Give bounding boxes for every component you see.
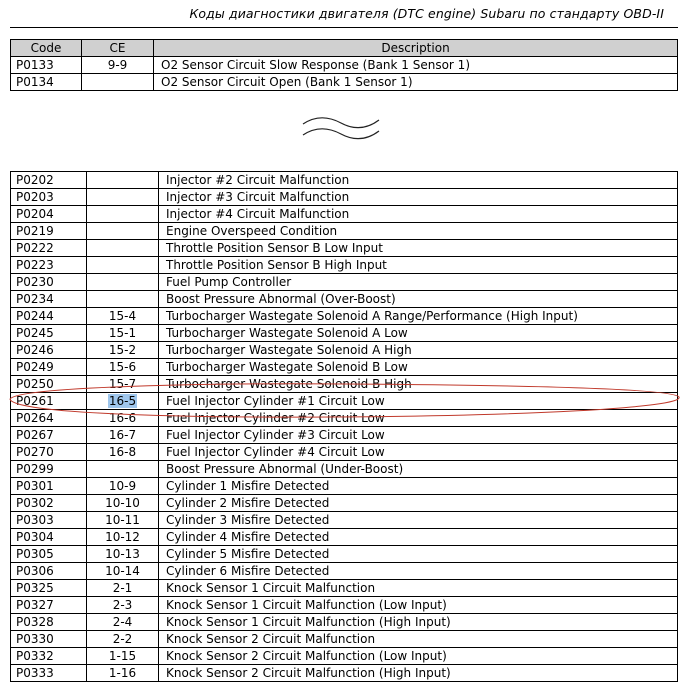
ce-cell: 1-16 — [87, 665, 159, 682]
code-cell: P0250 — [11, 376, 87, 393]
code-cell: P0244 — [11, 308, 87, 325]
code-cell: P0332 — [11, 648, 87, 665]
code-cell: P0204 — [11, 206, 87, 223]
description-cell: Boost Pressure Abnormal (Under-Boost) — [159, 461, 678, 478]
code-cell: P0134 — [11, 74, 82, 91]
code-cell: P0305 — [11, 546, 87, 563]
ce-cell: 2-4 — [87, 614, 159, 631]
table-row — [11, 240, 678, 257]
ce-cell — [87, 274, 159, 291]
table-row — [11, 189, 678, 206]
code-cell: P0234 — [11, 291, 87, 308]
code-cell: P0245 — [11, 325, 87, 342]
description-cell: Cylinder 2 Misfire Detected — [159, 495, 678, 512]
description-cell: O2 Sensor Circuit Open (Bank 1 Sensor 1) — [154, 74, 678, 91]
description-cell: Knock Sensor 1 Circuit Malfunction (High Input) — [159, 614, 678, 631]
code-cell: P0264 — [11, 410, 87, 427]
description-cell: Knock Sensor 2 Circuit Malfunction (Low Input) — [159, 648, 678, 665]
column-header-ce: CE — [82, 40, 154, 57]
description-cell: Turbocharger Wastegate Solenoid A Range/Performance (High Input) — [159, 308, 678, 325]
description-cell: Boost Pressure Abnormal (Over-Boost) — [159, 291, 678, 308]
table-row — [11, 580, 678, 597]
code-cell: P0246 — [11, 342, 87, 359]
table-row — [11, 648, 678, 665]
code-cell: P0133 — [11, 57, 82, 74]
description-cell: Fuel Injector Cylinder #4 Circuit Low — [159, 444, 678, 461]
table-row — [11, 376, 678, 393]
code-cell: P0325 — [11, 580, 87, 597]
table-row — [11, 478, 678, 495]
ce-cell: 16-8 — [87, 444, 159, 461]
description-cell: Fuel Injector Cylinder #2 Circuit Low — [159, 410, 678, 427]
code-cell: P0223 — [11, 257, 87, 274]
code-cell: P0302 — [11, 495, 87, 512]
description-cell: Knock Sensor 1 Circuit Malfunction — [159, 580, 678, 597]
code-cell: P0267 — [11, 427, 87, 444]
code-cell: P0230 — [11, 274, 87, 291]
description-cell: Fuel Injector Cylinder #3 Circuit Low — [159, 427, 678, 444]
description-cell: Fuel Pump Controller — [159, 274, 678, 291]
table-row — [11, 546, 678, 563]
table-row — [11, 274, 678, 291]
ce-cell: 16-6 — [87, 410, 159, 427]
table-row — [11, 512, 678, 529]
code-cell: P0303 — [11, 512, 87, 529]
table-row — [11, 57, 678, 74]
table-row — [11, 223, 678, 240]
description-cell: Turbocharger Wastegate Solenoid A Low — [159, 325, 678, 342]
ce-cell: 15-1 — [87, 325, 159, 342]
code-cell: P0270 — [11, 444, 87, 461]
code-cell: P0249 — [11, 359, 87, 376]
ce-cell — [87, 291, 159, 308]
document-header: Коды диагностики двигателя (DTC engine) Subaru по стандарту OBD-II — [189, 6, 664, 21]
ce-cell: 2-3 — [87, 597, 159, 614]
table-row — [11, 359, 678, 376]
ce-cell: 15-4 — [87, 308, 159, 325]
code-cell: P0333 — [11, 665, 87, 682]
ce-cell — [87, 461, 159, 478]
description-cell: Knock Sensor 1 Circuit Malfunction (Low Input) — [159, 597, 678, 614]
ce-cell: 9-9 — [82, 57, 154, 74]
code-cell: P0222 — [11, 240, 87, 257]
description-cell: Turbocharger Wastegate Solenoid B High — [159, 376, 678, 393]
ce-cell — [82, 74, 154, 91]
table-row — [11, 172, 678, 189]
break-wave-icon — [300, 114, 382, 142]
header-rule — [10, 27, 678, 28]
table-row — [11, 410, 678, 427]
ce-cell: 1-15 — [87, 648, 159, 665]
column-header-code: Code — [11, 40, 82, 57]
table-header-row — [11, 40, 678, 57]
ce-cell — [87, 223, 159, 240]
ce-cell: 10-9 — [87, 478, 159, 495]
ce-cell — [87, 206, 159, 223]
table-row — [11, 206, 678, 223]
table-row — [11, 291, 678, 308]
ce-cell — [87, 393, 159, 410]
description-cell: Injector #4 Circuit Malfunction — [159, 206, 678, 223]
table-row — [11, 461, 678, 478]
description-cell: Turbocharger Wastegate Solenoid B Low — [159, 359, 678, 376]
code-cell: P0219 — [11, 223, 87, 240]
ce-cell: 10-14 — [87, 563, 159, 580]
description-cell: Cylinder 3 Misfire Detected — [159, 512, 678, 529]
table-row — [11, 257, 678, 274]
table-row — [11, 665, 678, 682]
table-row — [11, 342, 678, 359]
code-cell: P0330 — [11, 631, 87, 648]
description-cell: Engine Overspeed Condition — [159, 223, 678, 240]
description-cell: Knock Sensor 2 Circuit Malfunction (High Input) — [159, 665, 678, 682]
ce-cell: 15-7 — [87, 376, 159, 393]
table-row — [11, 614, 678, 631]
ce-cell — [87, 240, 159, 257]
ce-cell — [87, 189, 159, 206]
description-cell: Throttle Position Sensor B High Input — [159, 257, 678, 274]
code-cell: P0328 — [11, 614, 87, 631]
description-cell: Cylinder 1 Misfire Detected — [159, 478, 678, 495]
ce-cell: 10-12 — [87, 529, 159, 546]
ce-cell: 10-13 — [87, 546, 159, 563]
description-cell: Cylinder 4 Misfire Detected — [159, 529, 678, 546]
ce-cell — [87, 172, 159, 189]
table-row — [11, 444, 678, 461]
description-cell: Injector #2 Circuit Malfunction — [159, 172, 678, 189]
table-row — [11, 393, 678, 410]
code-cell: P0327 — [11, 597, 87, 614]
dtc-table-main — [10, 171, 678, 682]
ce-cell: 16-7 — [87, 427, 159, 444]
description-cell: Throttle Position Sensor B Low Input — [159, 240, 678, 257]
ce-cell: 10-10 — [87, 495, 159, 512]
table-row — [11, 597, 678, 614]
table-row — [11, 529, 678, 546]
code-cell: P0299 — [11, 461, 87, 478]
description-cell: O2 Sensor Circuit Slow Response (Bank 1 Sensor 1) — [154, 57, 678, 74]
ce-cell: 2-2 — [87, 631, 159, 648]
ce-cell: 15-2 — [87, 342, 159, 359]
table-row — [11, 631, 678, 648]
table-row — [11, 74, 678, 91]
code-cell: P0202 — [11, 172, 87, 189]
table-row — [11, 308, 678, 325]
ce-cell — [87, 257, 159, 274]
code-cell: P0306 — [11, 563, 87, 580]
code-cell: P0261 — [11, 393, 87, 410]
dtc-table-top — [10, 39, 678, 91]
description-cell: Cylinder 5 Misfire Detected — [159, 546, 678, 563]
code-cell: P0203 — [11, 189, 87, 206]
table-row — [11, 563, 678, 580]
ce-cell: 2-1 — [87, 580, 159, 597]
description-cell: Injector #3 Circuit Malfunction — [159, 189, 678, 206]
table-row — [11, 325, 678, 342]
description-cell: Cylinder 6 Misfire Detected — [159, 563, 678, 580]
description-cell: Knock Sensor 2 Circuit Malfunction — [159, 631, 678, 648]
selected-text: 16-5 — [108, 393, 137, 408]
description-cell: Turbocharger Wastegate Solenoid A High — [159, 342, 678, 359]
column-header-description: Description — [154, 40, 678, 57]
table-row — [11, 495, 678, 512]
code-cell: P0304 — [11, 529, 87, 546]
ce-cell: 15-6 — [87, 359, 159, 376]
description-cell: Fuel Injector Cylinder #1 Circuit Low — [159, 393, 678, 410]
code-cell: P0301 — [11, 478, 87, 495]
table-row — [11, 427, 678, 444]
ce-cell: 10-11 — [87, 512, 159, 529]
